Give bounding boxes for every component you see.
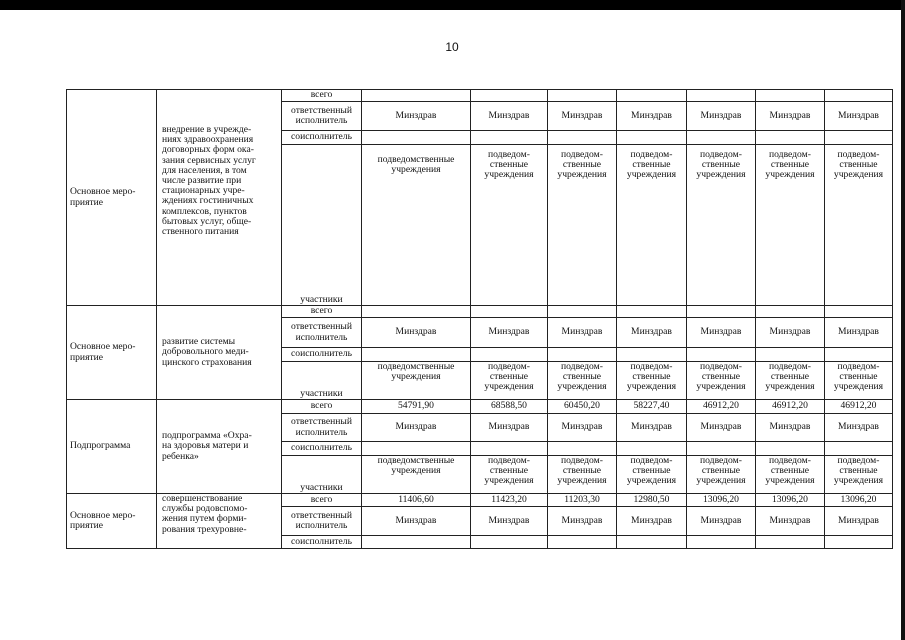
value-cell: Минздрав bbox=[395, 421, 437, 433]
value-cell: Минздрав bbox=[631, 326, 672, 338]
value-cell: Минздрав bbox=[488, 326, 530, 338]
value-cell bbox=[362, 442, 470, 455]
value-cell: подведом- ственные учреждения bbox=[765, 362, 815, 393]
value-cell: Минздрав bbox=[769, 109, 811, 121]
value-cell bbox=[471, 536, 547, 548]
row-label: ответственный исполнитель bbox=[291, 509, 352, 531]
value-cell: 46912,20 bbox=[772, 400, 808, 412]
value-cell: подведом- ственные учреждения bbox=[626, 362, 677, 393]
value-cell: 11203,30 bbox=[564, 494, 600, 505]
value-cell: Минздрав bbox=[395, 514, 437, 526]
value-cell: 13096,20 bbox=[772, 494, 808, 505]
value-cell: 60450,20 bbox=[564, 400, 600, 412]
value-cell: Минздрав bbox=[631, 514, 672, 526]
row-label: всего bbox=[310, 90, 333, 101]
value-cell: подведом- ственные учреждения bbox=[833, 362, 884, 393]
row-label: ответственный исполнитель bbox=[291, 321, 352, 343]
block-name: развитие системы добровольного меди- цинского страхования bbox=[162, 336, 252, 368]
value-cell bbox=[617, 306, 686, 317]
value-cell: 11406,60 bbox=[398, 494, 434, 505]
value-cell: подведом- ственные учреждения bbox=[696, 148, 746, 181]
value-cell bbox=[687, 306, 755, 317]
value-cell bbox=[362, 536, 470, 548]
value-cell bbox=[548, 306, 616, 317]
value-cell: Минздрав bbox=[631, 109, 672, 121]
value-cell bbox=[617, 536, 686, 548]
value-cell bbox=[756, 536, 824, 548]
value-cell: Минздрав bbox=[561, 421, 603, 433]
block-category: Основное меро- приятие bbox=[70, 186, 136, 208]
value-cell bbox=[617, 348, 686, 361]
value-cell: Минздрав bbox=[561, 326, 603, 338]
value-cell: подведом- ственные учреждения bbox=[833, 148, 884, 181]
table-vline bbox=[66, 89, 67, 549]
value-cell: подведом- ственные учреждения bbox=[696, 362, 746, 393]
value-cell: Минздрав bbox=[700, 326, 742, 338]
value-cell bbox=[825, 536, 892, 548]
value-cell: Минздрав bbox=[769, 514, 811, 526]
value-cell bbox=[756, 442, 824, 455]
block-category: Основное меро- приятие bbox=[70, 509, 136, 531]
value-cell bbox=[825, 442, 892, 455]
value-cell bbox=[617, 442, 686, 455]
row-label: участники bbox=[300, 481, 343, 493]
block-name: внедрение в учрежде- ниях здравоохранения договорных форм ока- зания сервисных услуг для населения, в том числе развитие при стационарных учре- ждениях гостиничных комплексов, пунктов бытовых услуг, обще- ственного питания bbox=[162, 125, 256, 238]
value-cell bbox=[825, 348, 892, 361]
value-cell: подведом- ственные учреждения bbox=[833, 456, 884, 487]
row-label: участники bbox=[300, 387, 343, 399]
value-cell: Минздрав bbox=[700, 514, 742, 526]
value-cell: подведом- ственные учреждения bbox=[765, 148, 815, 181]
value-cell: подведом- ственные учреждения bbox=[626, 148, 677, 181]
value-cell: Минздрав bbox=[395, 326, 437, 338]
value-cell: подведом- ственные учреждения bbox=[557, 148, 607, 181]
value-cell bbox=[687, 442, 755, 455]
table-vline bbox=[892, 89, 893, 549]
value-cell bbox=[756, 306, 824, 317]
value-cell: 13096,20 bbox=[840, 494, 877, 505]
value-cell bbox=[687, 348, 755, 361]
value-cell: 68588,50 bbox=[491, 400, 527, 412]
value-cell: Минздрав bbox=[700, 421, 742, 433]
value-cell: 46912,20 bbox=[840, 400, 877, 412]
row-label: ответственный исполнитель bbox=[291, 104, 352, 126]
row-label: ответственный исполнитель bbox=[291, 416, 352, 438]
value-cell: подведом- ственные учреждения bbox=[626, 456, 677, 487]
row-label: соисполнитель bbox=[291, 536, 352, 547]
scan-top-border bbox=[0, 0, 905, 10]
value-cell: Минздрав bbox=[488, 421, 530, 433]
value-cell bbox=[362, 306, 470, 317]
value-cell bbox=[548, 348, 616, 361]
value-cell: подведом- ственные учреждения bbox=[557, 456, 607, 487]
value-cell: Минздрав bbox=[769, 326, 811, 338]
value-cell: подведомственные учреждения bbox=[377, 362, 455, 383]
value-cell: подведом- ственные учреждения bbox=[484, 362, 534, 393]
row-label: всего bbox=[310, 494, 333, 505]
value-cell: 54791,90 bbox=[398, 400, 434, 412]
value-cell: Минздрав bbox=[561, 109, 603, 121]
block-category: Основное меро- приятие bbox=[70, 341, 136, 363]
row-label: участники bbox=[300, 293, 343, 305]
row-label: соисполнитель bbox=[291, 131, 352, 143]
value-cell bbox=[548, 442, 616, 455]
value-cell: подведом- ственные учреждения bbox=[696, 456, 746, 487]
value-cell: подведом- ственные учреждения bbox=[484, 148, 534, 181]
value-cell: Минздрав bbox=[631, 421, 672, 433]
value-cell: подведомственные учреждения bbox=[377, 153, 455, 175]
value-cell bbox=[825, 306, 892, 317]
row-label: всего bbox=[310, 400, 333, 412]
value-cell: подведом- ственные учреждения bbox=[765, 456, 815, 487]
value-cell: Минздрав bbox=[395, 109, 437, 121]
value-cell bbox=[471, 348, 547, 361]
value-cell: Минздрав bbox=[488, 514, 530, 526]
value-cell bbox=[687, 536, 755, 548]
value-cell bbox=[362, 348, 470, 361]
value-cell: подведомственные учреждения bbox=[377, 456, 455, 477]
scan-right-border bbox=[901, 0, 905, 640]
block-name: совершенствование службы родовспомо- жения путем форми- рования трехуровне- bbox=[162, 494, 248, 535]
table-vline bbox=[156, 89, 157, 549]
row-label: соисполнитель bbox=[291, 442, 352, 454]
row-label: соисполнитель bbox=[291, 348, 352, 360]
value-cell: Минздрав bbox=[838, 326, 879, 338]
value-cell: 58227,40 bbox=[633, 400, 670, 412]
value-cell bbox=[548, 536, 616, 548]
value-cell: Минздрав bbox=[838, 421, 879, 433]
value-cell: 12980,50 bbox=[633, 494, 670, 505]
value-cell bbox=[471, 306, 547, 317]
row-label: всего bbox=[310, 306, 333, 317]
block-category: Подпрограмма bbox=[70, 440, 131, 452]
table-hline bbox=[66, 548, 893, 549]
value-cell: 11423,20 bbox=[491, 494, 527, 505]
value-cell: Минздрав bbox=[769, 421, 811, 433]
value-cell: 46912,20 bbox=[703, 400, 739, 412]
value-cell: Минздрав bbox=[838, 109, 879, 121]
value-cell: 13096,20 bbox=[703, 494, 739, 505]
value-cell bbox=[756, 348, 824, 361]
value-cell: подведом- ственные учреждения bbox=[484, 456, 534, 487]
value-cell: Минздрав bbox=[700, 109, 742, 121]
page-number: 10 bbox=[445, 40, 459, 54]
value-cell: Минздрав bbox=[838, 514, 879, 526]
value-cell: подведом- ственные учреждения bbox=[557, 362, 607, 393]
value-cell: Минздрав bbox=[561, 514, 603, 526]
value-cell: Минздрав bbox=[488, 109, 530, 121]
value-cell bbox=[471, 442, 547, 455]
block-name: подпрограмма «Охра- на здоровья матери и ребенка» bbox=[162, 430, 252, 462]
